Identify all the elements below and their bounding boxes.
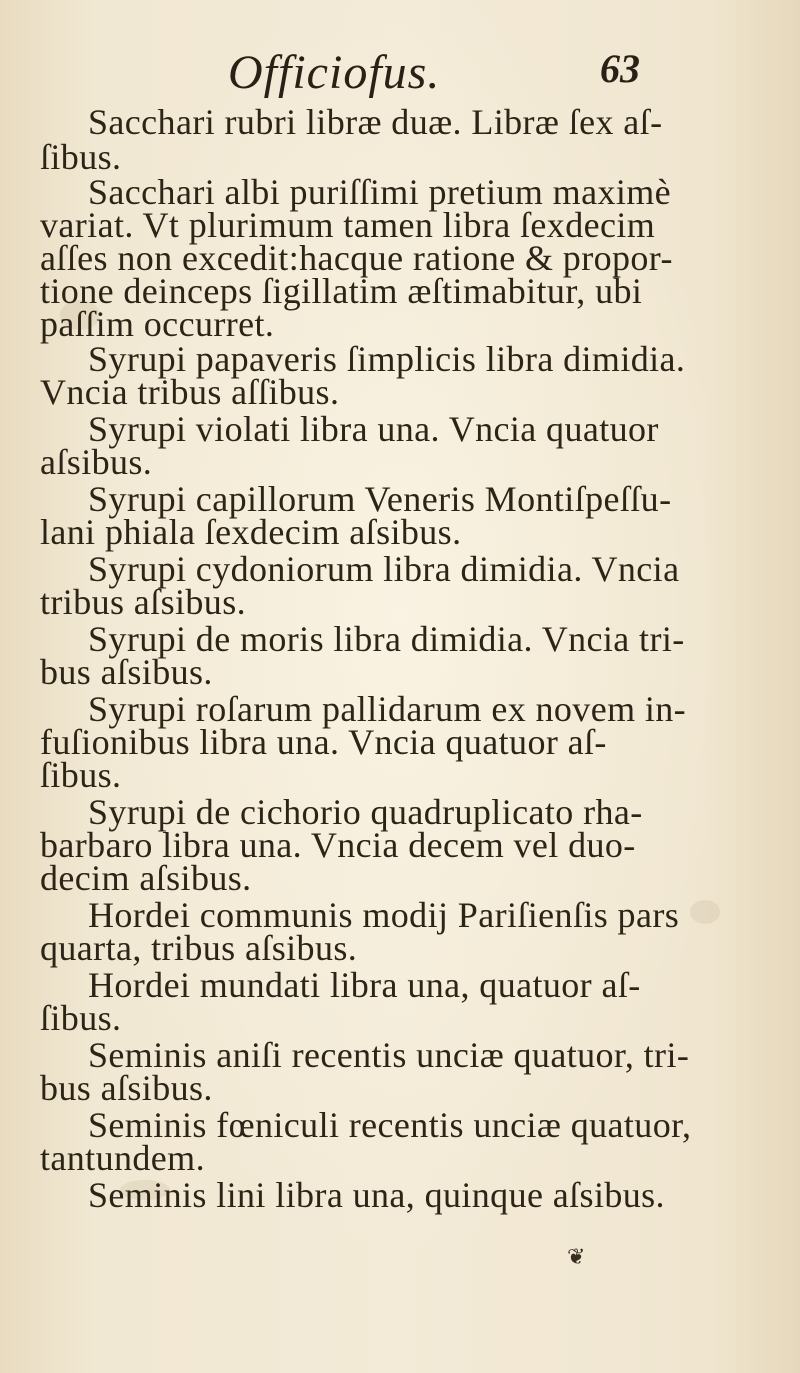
text-line: Syrupi capillorum Veneris Montiſpeſſu- bbox=[88, 479, 672, 519]
text-line: tione deinceps ſigillatim æſtimabitur, ubi bbox=[40, 271, 643, 311]
text-line: quarta, tribus aſsibus. bbox=[40, 928, 358, 968]
text-line: variat. Vt plurimum tamen libra ſexdecim bbox=[40, 205, 656, 245]
text-line: tribus aſsibus. bbox=[40, 582, 247, 622]
text-line: Syrupi papaveris ſimplicis libra dimidia. bbox=[88, 339, 686, 379]
text-line: Syrupi de moris libra dimidia. Vncia tri- bbox=[88, 619, 685, 659]
text-line: paſſim occurret. bbox=[40, 304, 275, 344]
running-head: Officiofus. bbox=[228, 46, 441, 99]
text-line: bus aſsibus. bbox=[40, 1068, 213, 1108]
text-line: ſibus. bbox=[40, 137, 122, 177]
text-line: fuſionibus libra una. Vncia quatuor aſ- bbox=[40, 722, 607, 762]
text-line: Syrupi violati libra una. Vncia quatuor bbox=[88, 409, 659, 449]
text-line: bus aſsibus. bbox=[40, 652, 213, 692]
text-line: Syrupi de cichorio quadruplicato rha- bbox=[88, 792, 643, 832]
paper-stain bbox=[690, 900, 720, 924]
text-line: barbaro libra una. Vncia decem vel duo- bbox=[40, 825, 636, 865]
text-line: aſſes non excedit:hacque ratione & propor- bbox=[40, 238, 673, 278]
text-line: Hordei communis modij Pariſienſis pars bbox=[88, 895, 680, 935]
text-line: Syrupi roſarum pallidarum ex novem in- bbox=[88, 689, 687, 729]
text-line: Sacchari albi puriſſimi pretium maximè bbox=[88, 172, 672, 212]
text-line: lani phiala ſexdecim aſsibus. bbox=[40, 512, 462, 552]
text-line: aſsibus. bbox=[40, 442, 153, 482]
text-line: Hordei mundati libra una, quatuor aſ- bbox=[88, 965, 641, 1005]
text-line: tantundem. bbox=[40, 1138, 205, 1178]
text-line: ſibus. bbox=[40, 755, 122, 795]
text-line: Seminis lini libra una, quinque aſsibus. bbox=[88, 1175, 665, 1215]
page-header bbox=[0, 45, 800, 105]
text-line: Sacchari rubri libræ duæ. Libræ ſex aſ- bbox=[88, 102, 663, 142]
text-line: Seminis aniſi recentis unciæ quatuor, tri- bbox=[88, 1035, 690, 1075]
text-line: Syrupi cydoniorum libra dimidia. Vncia bbox=[88, 549, 680, 589]
text-line: Seminis fœniculi recentis unciæ quatuor, bbox=[88, 1105, 692, 1145]
text-line: Vncia tribus aſſibus. bbox=[40, 372, 340, 412]
text-line: decim aſsibus. bbox=[40, 858, 252, 898]
page-number: 63 bbox=[600, 46, 640, 91]
text-line: ſibus. bbox=[40, 998, 122, 1038]
fleuron-icon: ❦ bbox=[567, 1245, 586, 1270]
